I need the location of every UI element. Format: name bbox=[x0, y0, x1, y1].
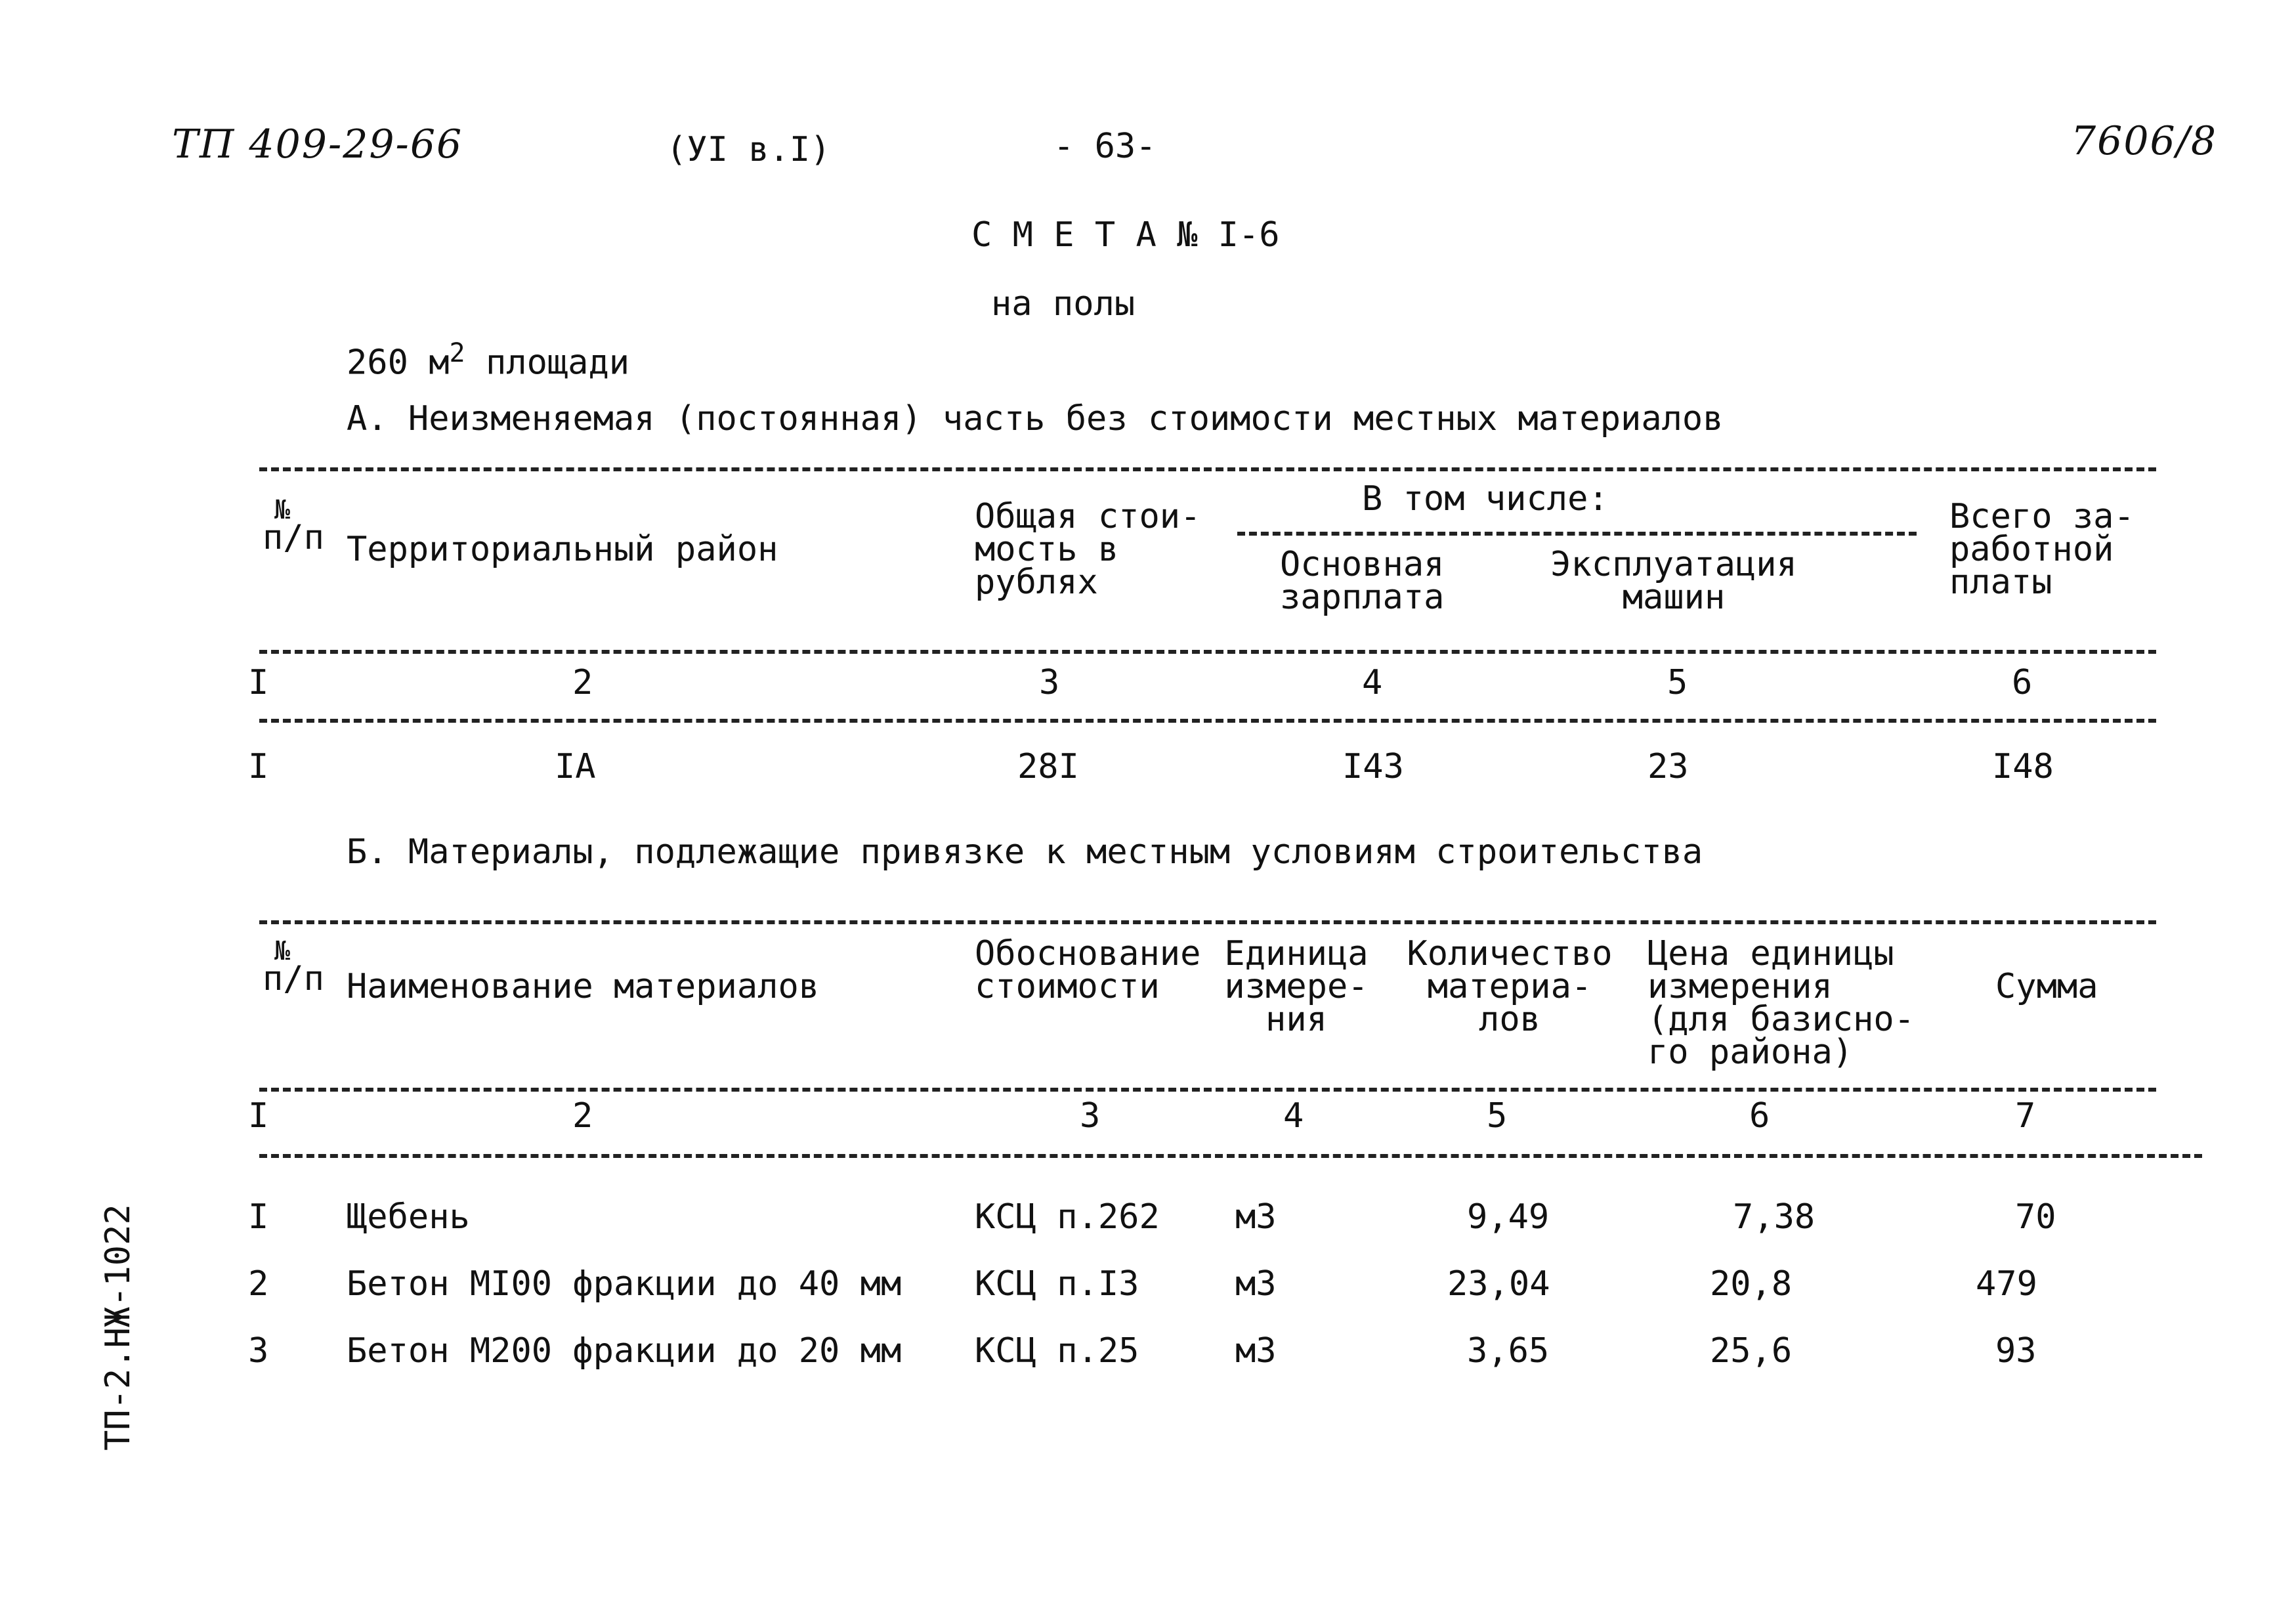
table-a-row-num: I bbox=[248, 747, 269, 786]
unit-line-1: Единица bbox=[1224, 934, 1369, 973]
table-b-colnum-5: 5 bbox=[1487, 1096, 1508, 1136]
table-b-row-basis: КСЦ п.262 bbox=[975, 1197, 1160, 1237]
table-b-row-basis: КСЦ п.25 bbox=[975, 1331, 1139, 1371]
table-b-row-qty: 9,49 bbox=[1467, 1197, 1550, 1237]
price-line-4: го района) bbox=[1647, 1033, 1854, 1072]
table-b-header-basis bbox=[975, 934, 1201, 1006]
basis-line-2: стоимости bbox=[975, 967, 1160, 1006]
table-b-row-num: I bbox=[248, 1197, 269, 1237]
table-b-header-price bbox=[1647, 934, 1915, 1072]
table-a-row-district: IА bbox=[555, 747, 596, 786]
table-a-row-wage: I43 bbox=[1342, 747, 1404, 786]
area-label: площади bbox=[485, 343, 630, 383]
table-a-subheader-rule bbox=[1237, 532, 1917, 536]
basis-line-1: Обоснование bbox=[975, 934, 1201, 973]
total-line-3: рублях bbox=[975, 563, 1098, 602]
unit-line-3: ния bbox=[1265, 1000, 1327, 1039]
table-a-colnum-4: 4 bbox=[1362, 663, 1383, 702]
table-b-row-name: Щебень bbox=[347, 1197, 470, 1237]
table-b-top-rule bbox=[259, 920, 2156, 924]
all-wage-line-2: работной bbox=[1949, 530, 2114, 569]
table-b-header-num bbox=[263, 936, 324, 998]
table-b-header-name: Наименование материалов bbox=[347, 967, 820, 1006]
wage-line-2: зарплата bbox=[1280, 578, 1445, 617]
table-a-colnum-3: 3 bbox=[1039, 663, 1060, 702]
table-a-colnum-2: 2 bbox=[572, 663, 593, 702]
table-b-row-name: Бетон М200 фракции до 20 мм bbox=[347, 1331, 902, 1371]
table-b-row-price: 20,8 bbox=[1710, 1264, 1793, 1304]
table-b-row-num: 3 bbox=[248, 1331, 269, 1371]
volume-label: (УI в.I) bbox=[666, 130, 831, 169]
area-unit: м bbox=[429, 343, 450, 383]
price-line-1: Цена единицы bbox=[1647, 934, 1894, 973]
document-code: ТП 409-29-66 bbox=[172, 121, 463, 167]
num-label: п/п bbox=[263, 518, 324, 557]
table-a-header-machines bbox=[1536, 545, 1812, 617]
table-b-header-sum: Сумма bbox=[1995, 967, 2098, 1006]
table-b-row-price: 25,6 bbox=[1710, 1331, 1793, 1371]
table-b-row-name: Бетон МI00 фракции до 40 мм bbox=[347, 1264, 902, 1304]
num-label: п/п bbox=[263, 959, 324, 998]
table-b-colnum-2: 2 bbox=[572, 1096, 593, 1136]
table-b-header-rule bbox=[259, 1088, 2156, 1092]
estimate-subtitle: на полы bbox=[991, 284, 1136, 324]
total-line-2: мость в bbox=[975, 530, 1119, 569]
all-wage-line-1: Всего за- bbox=[1949, 497, 2135, 536]
table-b-row-sum: 70 bbox=[2015, 1197, 2056, 1237]
machines-line-1: Эксплуатация bbox=[1550, 545, 1797, 584]
qty-line-2: материа- bbox=[1427, 967, 1592, 1006]
price-line-2: измерения bbox=[1647, 967, 1833, 1006]
table-a-colnum-rule bbox=[259, 719, 2156, 723]
table-a-colnum-1: I bbox=[248, 663, 269, 702]
qty-line-3: лов bbox=[1479, 1000, 1540, 1039]
table-b-row-basis: КСЦ п.I3 bbox=[975, 1264, 1139, 1304]
table-b-row-qty: 3,65 bbox=[1467, 1331, 1550, 1371]
table-b-row-sum: 93 bbox=[1995, 1331, 2037, 1371]
table-b-header-qty bbox=[1398, 934, 1621, 1039]
reference-number: 7606/8 bbox=[2071, 118, 2218, 164]
total-line-1: Общая стои- bbox=[975, 497, 1201, 536]
area-value: 260 bbox=[347, 343, 408, 383]
area-line bbox=[347, 335, 629, 381]
table-a-header-wage bbox=[1280, 545, 1445, 617]
table-b-row-price: 7,38 bbox=[1733, 1197, 1816, 1237]
qty-line-1: Количество bbox=[1407, 934, 1613, 973]
table-b-row-unit: м3 bbox=[1235, 1197, 1277, 1237]
all-wage-line-3: платы bbox=[1949, 563, 2052, 602]
wage-line-1: Основная bbox=[1280, 545, 1445, 584]
table-a-row-all-wage: I48 bbox=[1992, 747, 2054, 786]
section-a-heading: А. Неизменяемая (постоянная) часть без стоимости местных материалов bbox=[347, 399, 1724, 438]
table-a-header-including: В том числе: bbox=[1362, 479, 1609, 519]
table-b-colnum-rule bbox=[259, 1154, 2202, 1158]
estimate-title: С М Е Т А № I-6 bbox=[971, 215, 1280, 255]
table-b-row-qty: 23,04 bbox=[1447, 1264, 1550, 1304]
area-unit-superscript: 2 bbox=[449, 338, 465, 368]
num-mark: № bbox=[274, 936, 291, 966]
table-a-colnum-5: 5 bbox=[1667, 663, 1688, 702]
table-a-header-all-wage bbox=[1949, 497, 2135, 602]
table-b-colnum-7: 7 bbox=[2015, 1096, 2036, 1136]
side-stamp: ТП-2.НЖ-1022 bbox=[98, 1204, 138, 1451]
table-a-row-machines: 23 bbox=[1647, 747, 1689, 786]
table-b-row-sum: 479 bbox=[1976, 1264, 2037, 1304]
num-mark: № bbox=[274, 495, 291, 525]
table-a-header-rule bbox=[259, 650, 2156, 654]
table-a-header-num bbox=[263, 495, 324, 557]
table-a-header-district: Территориальный район bbox=[347, 530, 778, 569]
machines-line-2: машин bbox=[1622, 578, 1726, 617]
table-b-colnum-4: 4 bbox=[1283, 1096, 1304, 1136]
table-b-colnum-6: 6 bbox=[1749, 1096, 1770, 1136]
price-line-3: (для базисно- bbox=[1647, 1000, 1915, 1039]
table-a-header-total bbox=[975, 497, 1201, 602]
table-a-row-total: 28I bbox=[1017, 747, 1079, 786]
table-b-colnum-1: I bbox=[248, 1096, 269, 1136]
table-a-colnum-6: 6 bbox=[2012, 663, 2033, 702]
unit-line-2: измере- bbox=[1224, 967, 1369, 1006]
page-number: - 63- bbox=[1053, 127, 1157, 166]
section-b-heading: Б. Материалы, подлежащие привязке к местным условиям строительства bbox=[347, 832, 1703, 872]
table-b-row-unit: м3 bbox=[1235, 1331, 1277, 1371]
table-b-row-unit: м3 bbox=[1235, 1264, 1277, 1304]
table-b-header-unit bbox=[1218, 934, 1375, 1039]
table-b-colnum-3: 3 bbox=[1080, 1096, 1101, 1136]
table-a-top-rule bbox=[259, 467, 2156, 471]
table-b-row-num: 2 bbox=[248, 1264, 269, 1304]
